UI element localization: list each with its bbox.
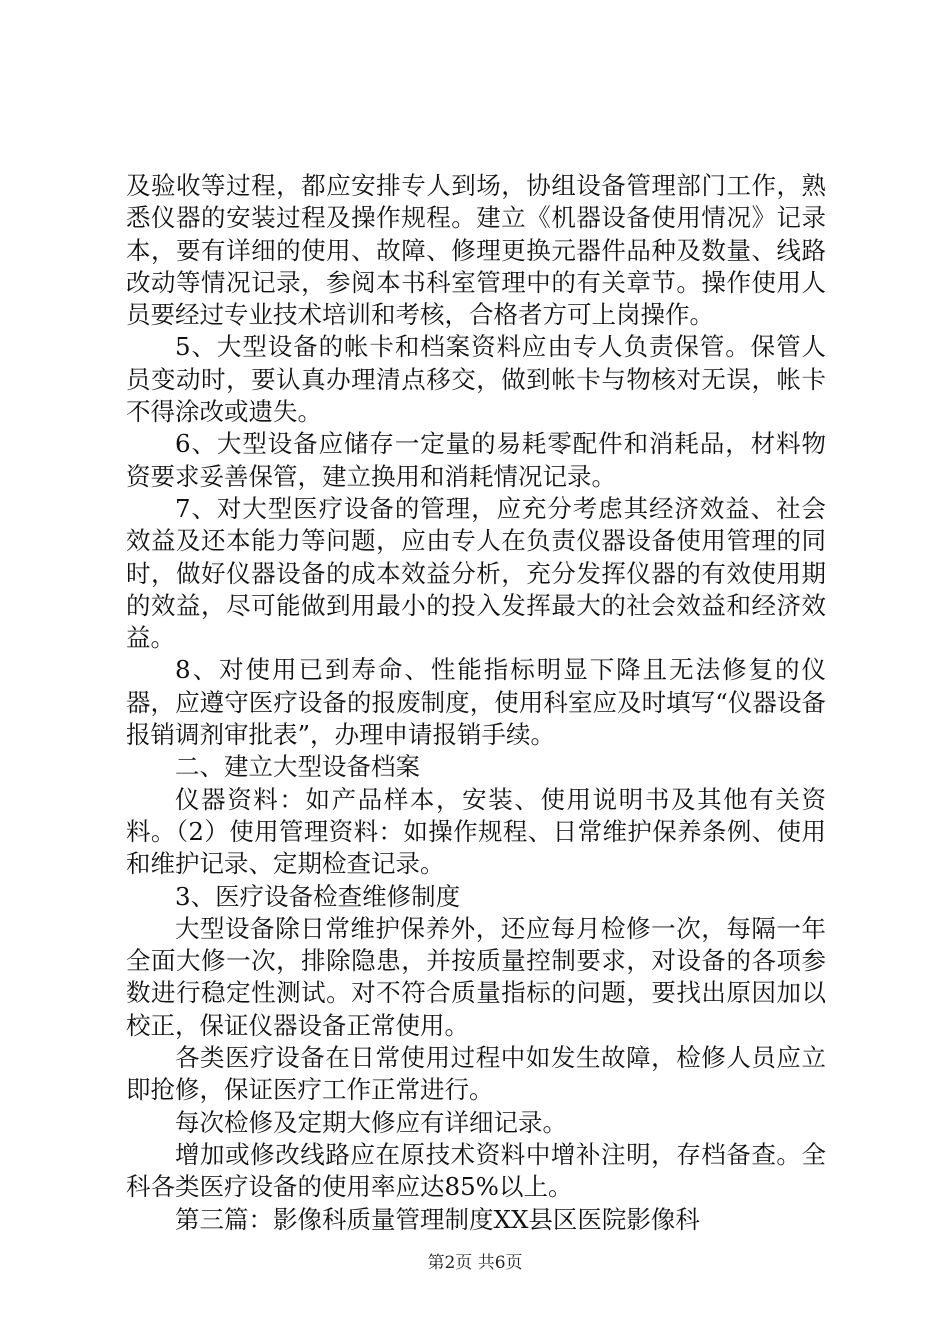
paragraph-part-three-title: 第三篇：影像科质量管理制度XX县区医院影像科 [175,1204,700,1234]
paragraph-fault-repair: 各类医疗设备在日常使用过程中如发生故障，检修人员应立即抢修，保证医疗工作正常进行。 [126,1043,826,1105]
paragraph-item-7: 7、对大型医疗设备的管理，应充分考虑其经济效益、社会效益及还本能力等问题，应由专人在负责仪器设备使用管理的同时，做好仪器设备的成本效益分析，充分发挥仪器的有效使用期的效益，尽可能做到用最小的投入发挥最大的社会效益和经济效益。 [126,493,826,653]
paragraph-monthly-maintenance: 大型设备除日常维护保养外，还应每月检修一次，每隔一年全面大修一次，排除隐患，并按质量控制要求，对设备的各项参数进行稳定性测试。对不符合质量指标的问题，要找出原因加以校正，保证仪器设备正常使用。 [126,913,826,1040]
paragraph-instrument-materials: 仪器资料：如产品样本，安装、使用说明书及其他有关资料。（2）使用管理资料：如操作规程、日常维护保养条例、使用和维护记录、定期检查记录。 [126,784,826,879]
paragraph-item-5: 5、大型设备的帐卡和档案资料应由专人负责保管。保管人员变动时，要认真办理清点移交，做到帐卡与物核对无误，帐卡不得涂改或遗失。 [126,332,826,427]
section-heading-maintenance: 3、医疗设备检查维修制度 [175,881,461,911]
paragraph-item-8: 8、对使用已到寿命、性能指标明显下降且无法修复的仪器，应遵守医疗设备的报废制度，使用科室应及时填写“仪器设备报销调剂审批表”，办理申请报销手续。 [126,655,826,750]
paragraph-continuation: 及验收等过程，都应安排专人到场，协组设备管理部门工作，熟悉仪器的安装过程及操作规程。建立《机器设备使用情况》记录本，要有详细的使用、故障、修理更换元器件品种及数量、线路改动等情况记录，参阅本书科室管理中的有关章节。操作使用人员要经过专业技术培训和考核，合格者方可上岗操作。 [126,171,826,330]
paragraph-item-6: 6、大型设备应储存一定量的易耗零配件和消耗品，材料物资要求妥善保管，建立换用和消耗情况记录。 [126,429,826,491]
paragraph-repair-records: 每次检修及定期大修应有详细记录。 [175,1107,567,1137]
section-heading-archives: 二、建立大型设备档案 [175,752,420,782]
document-body [126,170,826,1236]
paragraph-circuit-changes: 增加或修改线路应在原技术资料中增补注明，存档备查。全科各类医疗设备的使用率应达85%以上。 [126,1139,826,1202]
page-footer: 第2页 共6页 [427,1253,523,1273]
